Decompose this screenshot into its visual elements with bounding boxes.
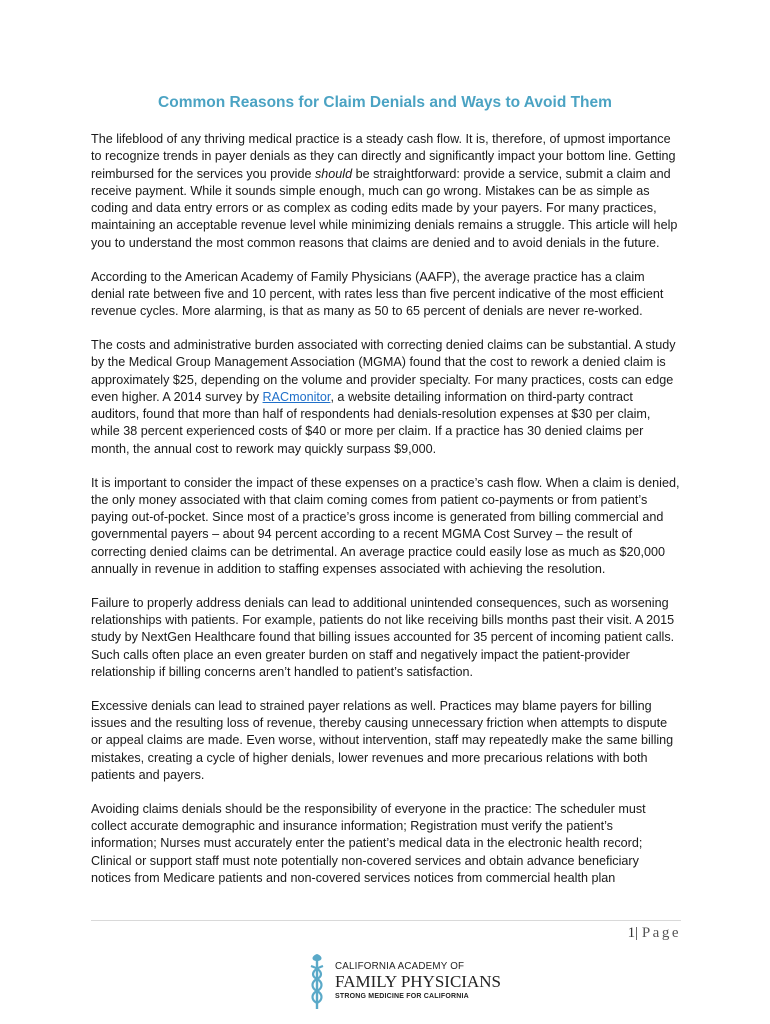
- logo-line-3: STRONG MEDICINE FOR CALIFORNIA: [335, 993, 469, 1001]
- logo-line-2: FAMILY PHYSICIANS: [335, 972, 501, 992]
- document-body: [91, 131, 681, 904]
- paragraph-patient-relations: Failure to properly address denials can lead to additional unintended consequences, such as worsening relationships with patients. For example, patients do not like receiving bills months past their visit. A 2015 study by NextGen Healthcare found that billing issues accounted for 35 percent of incoming patient calls. Such calls often place an even greater burden on staff and negatively impact the patient-provider relationship if billing concerns aren’t handled to patient’s satisfaction.: [91, 595, 675, 680]
- paragraph-intro: [91, 131, 681, 252]
- paragraph-payer-relations: Excessive denials can lead to strained payer relations as well. Practices may blame payers for billing issues and the resulting loss of revenue, thereby causing unnecessary friction when attempts to dispute or appeal claims are made. Even worse, without intervention, staff may repeatedly make the same billing mistakes, creating a cycle of higher denials, lower revenues and more precarious relations with both patients and payers.: [91, 698, 674, 782]
- page-number: [628, 925, 681, 942]
- paragraph-aafp: According to the American Academy of Family Physicians (AAFP), the average practice has a claim denial rate between five and 10 percent, with rates less than five percent indicative of the most efficient revenue cycles. More alarming, is that as many as 50 to 65 percent of denials are never re-worked.: [91, 269, 664, 319]
- paragraph-intro-text-a: The lifeblood of any thriving medical practice is a steady cash flow. It is, therefore, of upmost importance to recognize trends in payer denials as they can directly and significantly impact your bottom line. Getting reimbursed for the services you provide: [91, 132, 676, 181]
- racmonitor-link[interactable]: RACmonitor: [262, 389, 331, 404]
- paragraph-costs: [91, 337, 681, 458]
- logo-text: [335, 962, 501, 1001]
- paragraph-intro-text-b: be straightforward: provide a service, submit a claim and receive payment. While it sounds simple enough, much can go wrong. Mistakes can be as simple as coding and data entry errors or as complex as coding edits made by your payers. For many practices, maintaining an acceptable revenue level while minimizing denials remains a struggle. This article will help you to understand the most common reasons that claims are denied and to avoid denials in the future.: [91, 166, 678, 250]
- emphasis-should: should: [315, 166, 353, 181]
- caduceus-icon: [305, 952, 329, 1010]
- paragraph-responsibility: Avoiding claims denials should be the responsibility of everyone in the practice: The scheduler must collect accurate demographic and insurance information; Registration must verify the patient’s information; Nurses must accurately enter the patient’s medical data in the electronic health record; Clinical or support staff must note potentially non-covered services and obtain advance beneficiary notices from Medicare patients and non-covered services notices from commercial health plan: [91, 801, 646, 885]
- paragraph-cash-flow: It is important to consider the impact of these expenses on a practice’s cash flow. When a claim is denied, the only money associated with that claim coming comes from patient co-payments or from patient’s paying out-of-pocket. Since most of a practice’s gross income is generated from billing commercial and governmental payers – about 94 percent according to a recent MGMA Cost Survey – the result of correcting denied claims can be detrimental. An average practice could easily lose as much as $20,000 annually in revenue in addition to staffing expenses associated with achieving the resolution.: [91, 475, 680, 577]
- paragraph-costs-text-b: , a website detailing information on third-party contract auditors, found that more than half of respondents had denials-resolution expenses at $30 per claim, while 38 percent experienced costs of $40 or more per claim. If a practice has 30 denied claims per month, the annual cost to rework may quickly surpass $9,000.: [91, 389, 651, 456]
- cafp-logo: [305, 952, 501, 1010]
- document-title: Common Reasons for Claim Denials and Ways to Avoid Them: [158, 94, 612, 111]
- paragraph-costs-text-a: The costs and administrative burden associated with correcting denied claims can be substantial. A study by the Medical Group Management Association (MGMA) found that the cost to rework a denied claim is approximately $25, depending on the volume and provider specialty. For many practices, costs can edge even higher. A 2014 survey by: [91, 337, 676, 404]
- logo-line-1: CALIFORNIA ACADEMY OF: [335, 960, 465, 972]
- page-label: Page: [641, 925, 681, 941]
- footer-divider: [91, 920, 681, 921]
- page-separator: |: [635, 925, 639, 941]
- page-number-value: 1: [627, 925, 636, 941]
